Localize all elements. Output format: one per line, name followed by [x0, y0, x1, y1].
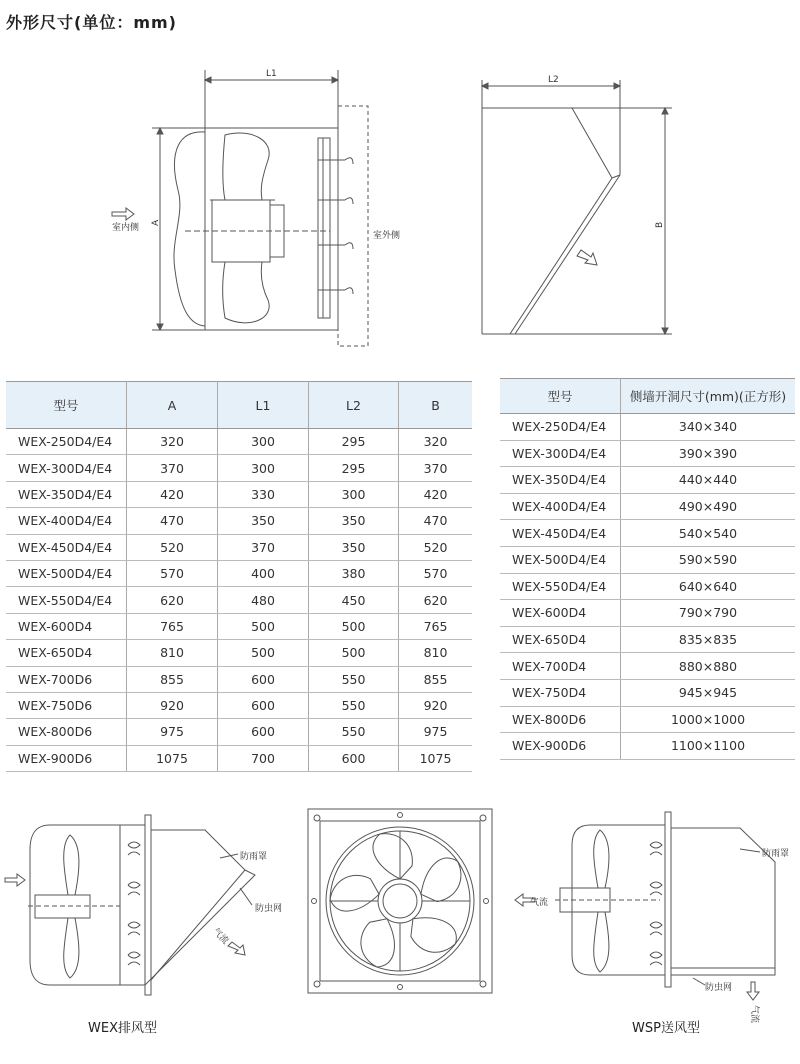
label-flow-left: 气流: [530, 898, 549, 908]
cell: WEX-300D4/E4: [500, 440, 621, 467]
cell: 350: [309, 508, 399, 534]
cell: 855: [399, 666, 473, 692]
table-header-row: [6, 382, 472, 429]
cell: 920: [127, 692, 218, 718]
dim-b: B: [655, 221, 665, 228]
caption-supply: WSP送风型: [632, 1021, 700, 1036]
cell: 480: [218, 587, 309, 613]
cell: 1000×1000: [621, 706, 796, 733]
cell: WEX-800D6: [6, 719, 127, 745]
label-flow: 气流: [210, 926, 231, 947]
cell: WEX-250D4/E4: [500, 414, 621, 441]
cell: 490×490: [621, 493, 796, 520]
supply-diagram: [500, 800, 800, 1025]
cell: WEX-650D4: [500, 626, 621, 653]
cell: 420: [399, 481, 473, 507]
table-row: [6, 745, 472, 771]
table-row: [500, 414, 795, 441]
table-row: [500, 626, 795, 653]
cell: 600: [218, 692, 309, 718]
cell: WEX-750D4: [500, 679, 621, 706]
cell: WEX-450D4/E4: [6, 534, 127, 560]
cell: 295: [309, 455, 399, 481]
cell: 400: [218, 560, 309, 586]
cell: WEX-400D4/E4: [500, 493, 621, 520]
table-row: [6, 692, 472, 718]
table-row: [500, 493, 795, 520]
cell: 520: [399, 534, 473, 560]
table-row: [500, 679, 795, 706]
table-row: [500, 706, 795, 733]
cell: WEX-300D4/E4: [6, 455, 127, 481]
table-header-row: [500, 379, 795, 414]
table-row: [500, 467, 795, 494]
cell: WEX-600D4: [6, 613, 127, 639]
table-row: [6, 640, 472, 666]
col-header: 型号: [500, 379, 621, 414]
cell: 790×790: [621, 600, 796, 627]
cell: WEX-700D4: [500, 653, 621, 680]
cell: WEX-400D4/E4: [6, 508, 127, 534]
cell: WEX-350D4/E4: [6, 481, 127, 507]
col-header: L2: [309, 382, 399, 429]
dimension-table: [6, 381, 472, 772]
cell: 765: [127, 613, 218, 639]
col-header: L1: [218, 382, 309, 429]
table-row: [6, 613, 472, 639]
cell: 370: [399, 455, 473, 481]
cell: 350: [218, 508, 309, 534]
table-row: [6, 560, 472, 586]
exhaust-diagram: [0, 800, 300, 1010]
cell: 600: [309, 745, 399, 771]
label-flow-bottom: 气流: [749, 1005, 759, 1024]
table-row: [6, 429, 472, 455]
table-row: [500, 520, 795, 547]
table-row: [500, 546, 795, 573]
cell: WEX-550D4/E4: [6, 587, 127, 613]
label-outdoor: 室外侧: [373, 231, 401, 241]
cell: 570: [127, 560, 218, 586]
cell: 440×440: [621, 467, 796, 494]
dim-l2: L2: [548, 75, 559, 85]
cell: 600: [218, 719, 309, 745]
cell: 550: [309, 692, 399, 718]
table-row: [500, 440, 795, 467]
cell: 390×390: [621, 440, 796, 467]
cell: 855: [127, 666, 218, 692]
table-row: [6, 587, 472, 613]
cell: 700: [218, 745, 309, 771]
cell: 295: [309, 429, 399, 455]
cell: WEX-650D4: [6, 640, 127, 666]
cell: 835×835: [621, 626, 796, 653]
cell: WEX-350D4/E4: [500, 467, 621, 494]
cell: 550: [309, 666, 399, 692]
cell: WEX-750D6: [6, 692, 127, 718]
cell: 975: [127, 719, 218, 745]
cell: 570: [399, 560, 473, 586]
table-row: [6, 534, 472, 560]
col-header: A: [127, 382, 218, 429]
cell: 810: [127, 640, 218, 666]
cell: 945×945: [621, 679, 796, 706]
page-title: 外形尺寸(单位：mm): [6, 13, 177, 32]
cell: 320: [399, 429, 473, 455]
cell: 370: [127, 455, 218, 481]
wall-opening-table: [500, 378, 795, 760]
cell: WEX-700D6: [6, 666, 127, 692]
cell: WEX-450D4/E4: [500, 520, 621, 547]
cell: 765: [399, 613, 473, 639]
dim-a: A: [151, 219, 161, 226]
cell: WEX-500D4/E4: [500, 546, 621, 573]
side-view-diagram: [100, 60, 430, 360]
cell: 470: [127, 508, 218, 534]
front-view-diagram: [305, 806, 495, 996]
cell: 880×880: [621, 653, 796, 680]
cell: WEX-900D6: [6, 745, 127, 771]
table-row: [500, 573, 795, 600]
cell: 550: [309, 719, 399, 745]
cell: 500: [309, 613, 399, 639]
cell: WEX-900D6: [500, 733, 621, 760]
table-row: [6, 719, 472, 745]
cell: 470: [399, 508, 473, 534]
cell: 350: [309, 534, 399, 560]
hood-side-diagram: [470, 70, 680, 350]
table-row: [6, 666, 472, 692]
cell: WEX-500D4/E4: [6, 560, 127, 586]
cell: 975: [399, 719, 473, 745]
cell: 370: [218, 534, 309, 560]
table-row: [500, 653, 795, 680]
cell: 1075: [127, 745, 218, 771]
table-row: [6, 455, 472, 481]
cell: 420: [127, 481, 218, 507]
cell: 450: [309, 587, 399, 613]
table-row: [500, 600, 795, 627]
cell: 500: [309, 640, 399, 666]
cell: 320: [127, 429, 218, 455]
cell: 300: [218, 429, 309, 455]
label-mesh: 防虫网: [705, 983, 733, 993]
cell: 620: [399, 587, 473, 613]
cell: 1100×1100: [621, 733, 796, 760]
table-row: [6, 508, 472, 534]
cell: 810: [399, 640, 473, 666]
cell: 340×340: [621, 414, 796, 441]
cell: WEX-800D6: [500, 706, 621, 733]
cell: 300: [309, 481, 399, 507]
cell: 330: [218, 481, 309, 507]
cell: 300: [218, 455, 309, 481]
dim-l1: L1: [266, 69, 277, 79]
label-mesh: 防虫网: [255, 904, 283, 914]
col-header: 侧墙开洞尺寸(mm)(正方形): [621, 379, 796, 414]
caption-exhaust: WEX排风型: [88, 1021, 157, 1036]
cell: 500: [218, 613, 309, 639]
cell: WEX-550D4/E4: [500, 573, 621, 600]
col-header: 型号: [6, 382, 127, 429]
cell: 590×590: [621, 546, 796, 573]
cell: 380: [309, 560, 399, 586]
label-hood: 防雨罩: [240, 852, 268, 862]
cell: WEX-250D4/E4: [6, 429, 127, 455]
cell: 640×640: [621, 573, 796, 600]
table-row: [500, 733, 795, 760]
col-header: B: [399, 382, 473, 429]
label-indoor: 室内侧: [112, 223, 140, 233]
cell: 1075: [399, 745, 473, 771]
cell: 520: [127, 534, 218, 560]
cell: 540×540: [621, 520, 796, 547]
label-hood: 防雨罩: [762, 849, 790, 859]
cell: WEX-600D4: [500, 600, 621, 627]
cell: 920: [399, 692, 473, 718]
cell: 600: [218, 666, 309, 692]
cell: 500: [218, 640, 309, 666]
cell: 620: [127, 587, 218, 613]
table-row: [6, 481, 472, 507]
